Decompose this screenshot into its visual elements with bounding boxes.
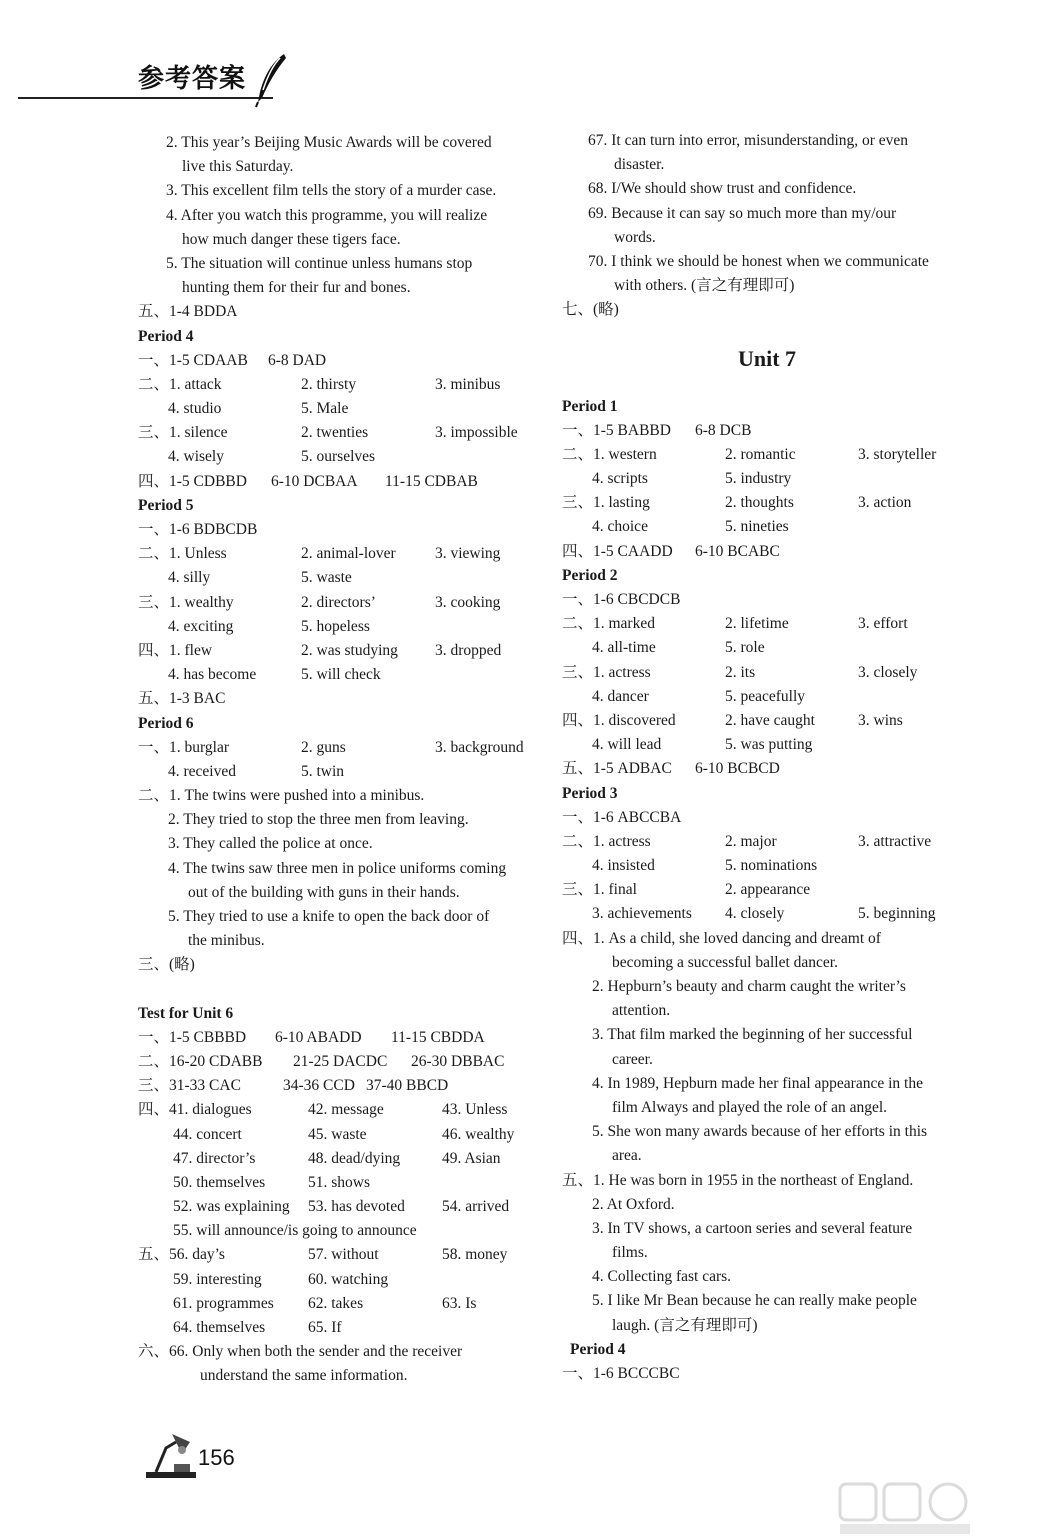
answer-text: 5. hopeless xyxy=(301,617,370,635)
answer-line xyxy=(562,902,972,926)
answer-text: 5. ourselves xyxy=(301,448,376,466)
answer-text: 42. message xyxy=(308,1101,384,1119)
answer-text: 26-30 DBBAC xyxy=(411,1052,505,1070)
answer-text: 2. thoughts xyxy=(725,494,794,512)
answer-text: 4. closely xyxy=(725,905,785,923)
answer-line xyxy=(562,709,972,733)
answer-line xyxy=(138,1268,543,1292)
answer-line xyxy=(138,1195,543,1219)
answer-text: 3. In TV shows, a cartoon series and several feature xyxy=(592,1219,913,1237)
watermark-logo xyxy=(830,1480,1030,1536)
answer-text: attention. xyxy=(612,1002,671,1020)
answer-text: 65. If xyxy=(308,1319,342,1336)
answer-text: 5. role xyxy=(725,639,765,657)
answer-text: 55. will announce/is going to announce xyxy=(173,1222,417,1240)
answer-line xyxy=(138,1074,543,1098)
answer-text: 62. takes xyxy=(308,1294,364,1312)
answer-line xyxy=(138,421,543,445)
answer-line xyxy=(138,179,543,203)
answer-text: 6-8 DCB xyxy=(695,421,752,439)
answer-text: 三、1. wealthy xyxy=(138,593,234,611)
answer-text: 一、1-6 ABCCBA xyxy=(562,808,682,826)
answer-line xyxy=(562,153,972,177)
answer-line xyxy=(138,228,543,252)
answer-text: 一、1-5 BABBD xyxy=(562,421,671,439)
answer-line xyxy=(562,443,972,467)
answer-text: career. xyxy=(612,1050,653,1068)
answer-text: 五、1-4 BDDA xyxy=(138,303,238,321)
answer-line xyxy=(562,951,972,975)
answer-text: 5. waste xyxy=(301,569,352,587)
answer-line xyxy=(562,491,972,515)
answer-line xyxy=(562,588,972,612)
section-heading xyxy=(138,494,543,518)
answer-line xyxy=(562,1362,972,1386)
answer-text: 64. themselves xyxy=(173,1319,266,1336)
answer-text: 5. Male xyxy=(301,400,349,418)
left-answer-column xyxy=(138,131,543,1389)
answer-line xyxy=(138,639,543,663)
answer-line xyxy=(562,636,972,660)
answer-text: 三、31-33 CAC xyxy=(138,1077,241,1095)
answer-line xyxy=(138,760,543,784)
answer-line xyxy=(562,733,972,757)
answer-line xyxy=(562,467,972,491)
answer-text: 2. Hepburn’s beauty and charm caught the writer’s xyxy=(592,978,906,995)
answer-text: 51. shows xyxy=(308,1173,371,1191)
answer-text: 4. Collecting fast cars. xyxy=(592,1268,732,1286)
answer-text: 四、1. flew xyxy=(138,641,213,659)
answer-text: 3. achievements xyxy=(592,905,692,923)
answer-text: 43. Unless xyxy=(442,1101,508,1119)
answer-line xyxy=(562,1217,972,1241)
answer-line xyxy=(562,274,972,298)
answer-line xyxy=(562,1096,972,1120)
answer-text: 2. This year’s Beijing Music Awards will be covered xyxy=(166,134,492,151)
answer-text: 3. viewing xyxy=(435,545,501,563)
answer-text: Period 5 xyxy=(138,496,194,514)
answer-line xyxy=(562,661,972,685)
answer-text: how much danger these tigers face. xyxy=(182,230,401,248)
answer-text: 2. appearance xyxy=(725,881,811,899)
answer-text: 2. animal-lover xyxy=(301,545,396,563)
answer-text: 3. action xyxy=(858,494,912,512)
answer-line xyxy=(562,1314,972,1338)
answer-text: 3. closely xyxy=(858,663,918,681)
answer-text: 四、1. As a child, she loved dancing and dreamt of xyxy=(562,929,881,947)
answer-line xyxy=(138,1147,543,1171)
answer-text: Test for Unit 6 xyxy=(138,1004,234,1022)
answer-line xyxy=(562,1048,972,1072)
answer-text: 70. I think we should be honest when we communicate xyxy=(588,252,929,270)
answer-line xyxy=(138,470,543,494)
answer-text: understand the same information. xyxy=(200,1367,408,1385)
answer-line xyxy=(562,757,972,781)
answer-line xyxy=(138,929,543,953)
answer-text: 4. The twins saw three men in police uniforms coming xyxy=(168,859,507,877)
answer-text: 6-10 ABADD xyxy=(275,1028,362,1046)
answer-text: 59. interesting xyxy=(173,1270,262,1288)
header-rule xyxy=(18,97,273,99)
answer-line xyxy=(562,1193,972,1217)
answer-text: 58. money xyxy=(442,1246,508,1264)
answer-text: 5. twin xyxy=(301,762,345,780)
answer-text: 3. effort xyxy=(858,615,908,633)
answer-text: 4. insisted xyxy=(592,857,655,875)
answer-line xyxy=(562,685,972,709)
answer-line xyxy=(138,300,543,324)
answer-text: 5. nineties xyxy=(725,518,789,536)
answer-line xyxy=(138,542,543,566)
answer-text: words. xyxy=(614,228,656,246)
answer-text: 三、1. final xyxy=(562,881,637,899)
answer-text: 3. They called the police at once. xyxy=(168,835,373,853)
answer-text: 46. wealthy xyxy=(442,1125,515,1143)
answer-line xyxy=(562,1265,972,1289)
answer-line xyxy=(138,276,543,300)
answer-line xyxy=(562,830,972,854)
answer-line xyxy=(138,1364,543,1388)
answer-text: 61. programmes xyxy=(173,1294,274,1312)
answer-text: 5. was putting xyxy=(725,736,813,754)
section-heading xyxy=(562,1338,972,1362)
answer-text: 50. themselves xyxy=(173,1173,266,1191)
answer-text: 4. exciting xyxy=(168,617,234,635)
answer-text: 3. storyteller xyxy=(858,445,937,463)
answer-line xyxy=(562,419,972,443)
answer-line xyxy=(138,397,543,421)
answer-text: 11-15 CBDDA xyxy=(391,1028,485,1046)
answer-text: disaster. xyxy=(614,156,665,174)
answer-text: 2. guns xyxy=(301,738,346,756)
answer-text: 48. dead/dying xyxy=(308,1149,401,1167)
answer-text: 5. I like Mr Bean because he can really make people xyxy=(592,1292,917,1310)
answer-text: 54. arrived xyxy=(442,1198,510,1216)
answer-text: 3. minibus xyxy=(435,375,501,393)
answer-line xyxy=(138,832,543,856)
answer-line xyxy=(562,927,972,951)
answer-line xyxy=(138,663,543,687)
answer-text: 5. beginning xyxy=(858,905,936,923)
answer-text: 69. Because it can say so much more than my/our xyxy=(588,204,897,222)
answer-line xyxy=(138,1050,543,1074)
answer-line xyxy=(138,349,543,373)
answer-line xyxy=(138,857,543,881)
answer-text: 4. choice xyxy=(592,518,648,536)
answer-text: 一、1-6 CBCDCB xyxy=(562,591,681,608)
answer-line xyxy=(562,1241,972,1265)
answer-text: 2. major xyxy=(725,832,777,850)
answer-line xyxy=(138,1316,543,1340)
answer-line xyxy=(562,854,972,878)
answer-text: Period 3 xyxy=(562,784,618,802)
answer-text: 一、1-5 CBBBD xyxy=(138,1028,247,1046)
answer-text: Period 4 xyxy=(138,327,194,345)
answer-line xyxy=(138,687,543,711)
answer-text: 37-40 BBCD xyxy=(366,1077,449,1095)
answer-line xyxy=(138,953,543,977)
answer-text: film Always and played the role of an angel. xyxy=(612,1098,888,1116)
answer-line xyxy=(138,1123,543,1147)
section-heading xyxy=(138,1002,543,1026)
answer-line xyxy=(562,612,972,636)
answer-line xyxy=(562,1289,972,1313)
answer-line xyxy=(562,177,972,201)
answer-text: 5. She won many awards because of her efforts in this xyxy=(592,1123,928,1141)
answer-text: 2. directors’ xyxy=(301,593,376,611)
answer-text: 3. impossible xyxy=(435,424,518,442)
answer-text: 二、1. western xyxy=(562,445,657,463)
answer-line xyxy=(562,298,972,322)
answer-text: Period 6 xyxy=(138,714,194,732)
answer-line xyxy=(562,250,972,274)
spacer xyxy=(138,978,543,1002)
answer-line xyxy=(138,591,543,615)
right-answer-column xyxy=(562,129,972,1386)
answer-text: 五、1-5 ADBAC xyxy=(562,760,672,778)
answer-text: 2. twenties xyxy=(301,424,369,442)
answer-line xyxy=(138,1098,543,1122)
answer-line xyxy=(138,784,543,808)
answer-text: 6-10 BCABC xyxy=(695,542,780,560)
answer-line xyxy=(562,1072,972,1096)
answer-text: 5. industry xyxy=(725,470,792,488)
answer-text: 4. dancer xyxy=(592,687,649,705)
answer-text: 2. was studying xyxy=(301,641,398,659)
page-header xyxy=(0,50,320,110)
answer-text: 4. has become xyxy=(168,666,257,684)
answer-text: 2. romantic xyxy=(725,445,796,463)
answer-text: 5. peacefully xyxy=(725,687,806,705)
answer-text: 三、1. lasting xyxy=(562,494,650,512)
answer-text: 57. without xyxy=(308,1246,379,1264)
answer-text: laugh. (言之有理即可) xyxy=(612,1316,758,1334)
answer-text: 三、(略) xyxy=(138,956,195,974)
answer-text: 5. They tried to use a knife to open the back door of xyxy=(168,908,490,925)
answer-text: 63. Is xyxy=(442,1294,477,1312)
quill-pen-icon xyxy=(250,52,290,108)
answer-text: 二、1. The twins were pushed into a minibus. xyxy=(138,787,425,805)
answer-line xyxy=(138,373,543,397)
answer-text: Period 2 xyxy=(562,566,618,584)
answer-line xyxy=(562,1144,972,1168)
section-heading xyxy=(562,564,972,588)
answer-text: 6-8 DAD xyxy=(268,351,327,369)
answer-text: 5. The situation will continue unless humans stop xyxy=(166,254,473,272)
answer-text: 三、1. silence xyxy=(138,424,228,442)
answer-line xyxy=(138,252,543,276)
answer-line xyxy=(138,905,543,929)
answer-text: 21-25 DACDC xyxy=(293,1052,388,1070)
section-heading xyxy=(138,712,543,736)
answer-text: 四、1-5 CDBBD xyxy=(138,472,247,490)
answer-line xyxy=(138,566,543,590)
answer-line xyxy=(138,204,543,228)
answer-text: 五、1. He was born in 1955 in the northeast of England. xyxy=(562,1171,914,1189)
answer-text: 六、66. Only when both the sender and the receiver xyxy=(138,1343,463,1361)
answer-text: 68. I/We should show trust and confidence. xyxy=(588,180,857,198)
answer-line xyxy=(138,881,543,905)
answer-text: 3. background xyxy=(435,738,524,756)
answer-line xyxy=(562,1023,972,1047)
answer-line xyxy=(562,226,972,250)
answer-text: 5. nominations xyxy=(725,857,818,875)
answer-line xyxy=(562,515,972,539)
answer-line xyxy=(562,806,972,830)
answer-text: 2. lifetime xyxy=(725,615,789,633)
answer-text: 4. received xyxy=(168,762,236,780)
answer-text: 二、1. attack xyxy=(138,375,222,393)
answer-text: 五、1-3 BAC xyxy=(138,690,226,708)
answer-line xyxy=(562,878,972,902)
page-number: 156 xyxy=(198,1445,235,1470)
answer-text: 47. director’s xyxy=(173,1149,256,1167)
answer-text: 二、1. actress xyxy=(562,832,651,850)
answer-text: 2. its xyxy=(725,663,756,681)
answer-text: 四、41. dialogues xyxy=(138,1101,252,1119)
answer-text: 一、1-6 BDBCDB xyxy=(138,521,258,538)
answer-line xyxy=(562,202,972,226)
answer-line xyxy=(138,155,543,179)
section-heading xyxy=(562,782,972,806)
answer-line xyxy=(138,445,543,469)
answer-text: 4. wisely xyxy=(168,448,224,466)
answer-text: 4. After you watch this programme, you will realize xyxy=(166,206,488,224)
answer-line xyxy=(138,518,543,542)
answer-line xyxy=(138,1026,543,1050)
answer-text: 4. In 1989, Hepburn made her final appearance in the xyxy=(592,1074,923,1092)
section-heading xyxy=(138,325,543,349)
answer-text: 34-36 CCD xyxy=(283,1077,355,1095)
answer-text: 五、56. day’s xyxy=(138,1246,225,1264)
answer-text: 45. waste xyxy=(308,1125,367,1143)
answer-text: 三、1. actress xyxy=(562,663,651,681)
answer-text: 一、1. burglar xyxy=(138,738,229,756)
answer-line xyxy=(138,131,543,155)
answer-line xyxy=(138,1243,543,1267)
answer-text: hunting them for their fur and bones. xyxy=(182,279,411,297)
answer-text: 4. silly xyxy=(168,569,211,587)
answer-text: 3. dropped xyxy=(435,641,502,659)
answer-text: 3. wins xyxy=(858,711,903,729)
unit-heading: Unit 7 xyxy=(737,345,797,371)
answer-text: Period 1 xyxy=(562,397,618,415)
answer-text: 2. At Oxford. xyxy=(592,1195,675,1213)
answer-text: 2. They tried to stop the three men from leaving. xyxy=(168,811,469,829)
header-title: 参考答案 xyxy=(138,64,247,94)
answer-text: 6-10 DCBAA xyxy=(271,472,358,490)
answer-text: becoming a successful ballet dancer. xyxy=(612,953,838,971)
answer-text: 6-10 BCBCD xyxy=(695,760,780,778)
answer-line xyxy=(562,975,972,999)
answer-text: 七、(略) xyxy=(562,301,619,319)
answer-text: area. xyxy=(612,1147,642,1165)
answer-text: 3. That film marked the beginning of her successful xyxy=(592,1026,913,1044)
answer-text: 二、16-20 CDABB xyxy=(138,1052,263,1070)
answer-text: 2. thirsty xyxy=(301,375,357,393)
answer-line xyxy=(138,1340,543,1364)
answer-text: 53. has devoted xyxy=(308,1198,405,1216)
answer-line xyxy=(562,1120,972,1144)
section-heading xyxy=(562,395,972,419)
answer-text: 4. will lead xyxy=(592,736,662,754)
answer-text: 3. attractive xyxy=(858,832,932,850)
answer-text: live this Saturday. xyxy=(182,158,294,176)
answer-text: with others. (言之有理即可) xyxy=(614,277,795,295)
answer-text: 49. Asian xyxy=(442,1149,501,1167)
answer-text: 3. This excellent film tells the story of a murder case. xyxy=(166,182,497,200)
answer-line xyxy=(138,1292,543,1316)
answer-line xyxy=(562,540,972,564)
answer-text: 3. cooking xyxy=(435,593,501,611)
answer-text: out of the building with guns in their hands. xyxy=(188,883,460,901)
answer-line xyxy=(562,129,972,153)
answer-text: 5. will check xyxy=(301,666,381,684)
answer-text: 一、1-5 CDAAB xyxy=(138,351,248,369)
answer-text: 一、1-6 BCCCBC xyxy=(562,1365,680,1382)
answer-text: 52. was explaining xyxy=(173,1198,290,1216)
answer-line xyxy=(562,999,972,1023)
answer-text: 4. scripts xyxy=(592,470,648,488)
answer-text: 4. all-time xyxy=(592,639,656,657)
answer-text: films. xyxy=(612,1244,648,1262)
answer-text: 11-15 CDBAB xyxy=(385,472,478,490)
answer-line xyxy=(138,736,543,760)
answer-line xyxy=(562,1169,972,1193)
answer-text: the minibus. xyxy=(188,932,265,950)
answer-text: 四、1-5 CAADD xyxy=(562,542,673,560)
answer-line xyxy=(138,1219,543,1243)
answer-line xyxy=(138,808,543,832)
answer-text: Period 4 xyxy=(570,1340,626,1358)
answer-text: 四、1. discovered xyxy=(562,711,676,729)
answer-text: 60. watching xyxy=(308,1270,389,1288)
answer-text: 44. concert xyxy=(173,1125,242,1143)
answer-text: 二、1. marked xyxy=(562,615,655,633)
answer-text: 4. studio xyxy=(168,400,222,418)
answer-text: 67. It can turn into error, misunderstanding, or even xyxy=(588,132,909,149)
answer-line xyxy=(138,1171,543,1195)
answer-line xyxy=(138,615,543,639)
answer-text: 2. have caught xyxy=(725,711,815,729)
answer-text: 二、1. Unless xyxy=(138,545,227,563)
desk-lamp-icon xyxy=(142,1428,200,1480)
